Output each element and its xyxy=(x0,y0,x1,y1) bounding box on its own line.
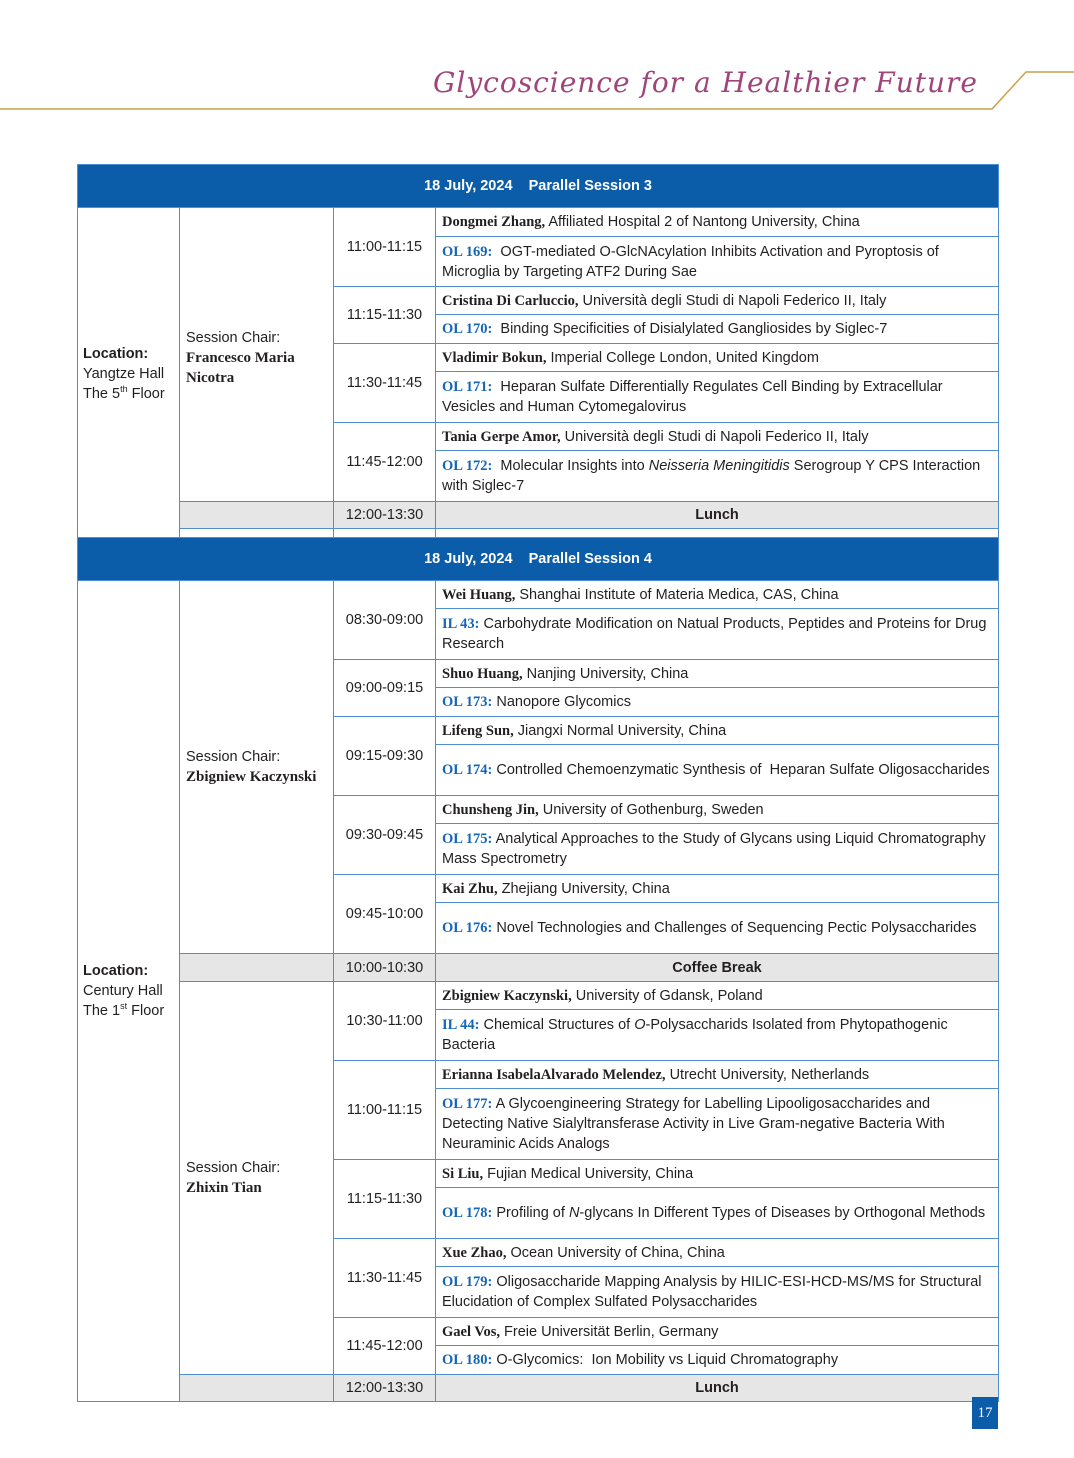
talk-time: 11:30-11:45 xyxy=(334,344,436,423)
coffee-label: Coffee Break xyxy=(436,954,999,982)
coffee-blank xyxy=(180,954,334,982)
lunch-label: Lunch xyxy=(436,502,999,529)
lunch-blank xyxy=(180,1375,334,1402)
page-header-title: Glycoscience for a Healthier Future xyxy=(433,66,978,99)
talk-title: OL 176: Novel Technologies and Challenges of Sequencing Pectic Polysaccharides xyxy=(436,903,999,954)
session-4-chair-2: Session Chair: Zhixin Tian xyxy=(180,982,334,1375)
coffee-time: 10:00-10:30 xyxy=(334,954,436,982)
speaker-line: Dongmei Zhang, Affiliated Hospital 2 of Nantong University, China xyxy=(436,208,999,237)
session-3-location: Location: Yangtze Hall The 5th Floor xyxy=(78,208,180,540)
talk-time: 11:30-11:45 xyxy=(334,1239,436,1318)
session-3-chair: Session Chair: Francesco Maria Nicotra xyxy=(180,208,334,502)
talk-time: 09:30-09:45 xyxy=(334,796,436,875)
talk-title: OL 174: Controlled Chemoenzymatic Synthesis of Heparan Sulfate Oligosaccharides xyxy=(436,745,999,796)
talk-time: 09:00-09:15 xyxy=(334,660,436,717)
speaker-line: Kai Zhu, Zhejiang University, China xyxy=(436,875,999,903)
talk-title: OL 173: Nanopore Glycomics xyxy=(436,688,999,717)
speaker-line: Wei Huang, Shanghai Institute of Materia Medica, CAS, China xyxy=(436,581,999,609)
talk-title: OL 171: Heparan Sulfate Differentially Regulates Cell Binding by Extracellular Vesicles and Human Cytomegalovirus xyxy=(436,372,999,423)
talk-time: 11:00-11:15 xyxy=(334,1061,436,1160)
talk-title: OL 170: Binding Specificities of Disialylated Gangliosides by Siglec-7 xyxy=(436,315,999,344)
speaker-line: Si Liu, Fujian Medical University, China xyxy=(436,1160,999,1188)
speaker-line: Erianna IsabelaAlvarado Melendez, Utrecht University, Netherlands xyxy=(436,1061,999,1089)
talk-time: 11:45-12:00 xyxy=(334,423,436,502)
talk-title: OL 177: A Glycoengineering Strategy for Labelling Lipooligosaccharides and Detecting Native Sialyltransferase Activity in Live Gram-negative Bacteria With Neuraminic Acids Analogs xyxy=(436,1089,999,1160)
session-4-chair-1: Session Chair: Zbigniew Kaczynski xyxy=(180,581,334,954)
talk-time: 10:30-11:00 xyxy=(334,982,436,1061)
page-number: 17 xyxy=(972,1397,998,1429)
speaker-line: Gael Vos, Freie Universität Berlin, Germany xyxy=(436,1318,999,1346)
talk-time: 08:30-09:00 xyxy=(334,581,436,660)
talk-time: 11:15-11:30 xyxy=(334,287,436,344)
talk-title: OL 179: Oligosaccharide Mapping Analysis by HILIC-ESI-HCD-MS/MS for Structural Elucidation of Complex Sulfated Polysaccharides xyxy=(436,1267,999,1318)
session-4-location: Location: Century Hall The 1st Floor xyxy=(78,581,180,1402)
session-3-heading: 18 July, 2024 Parallel Session 3 xyxy=(78,165,999,208)
lunch-time: 12:00-13:30 xyxy=(334,1375,436,1402)
speaker-line: Cristina Di Carluccio, Università degli Studi di Napoli Federico II, Italy xyxy=(436,287,999,315)
talk-title: OL 169: OGT-mediated O-GlcNAcylation Inhibits Activation and Pyroptosis of Microglia by Targeting ATF2 During Sae xyxy=(436,237,999,287)
talk-time: 09:15-09:30 xyxy=(334,717,436,796)
talk-time: 11:45-12:00 xyxy=(334,1318,436,1375)
speaker-line: Vladimir Bokun, Imperial College London, United Kingdom xyxy=(436,344,999,372)
talk-title: OL 175: Analytical Approaches to the Study of Glycans using Liquid Chromatography Mass Spectrometry xyxy=(436,824,999,875)
speaker-line: Zbigniew Kaczynski, University of Gdansk, Poland xyxy=(436,982,999,1010)
talk-time: 11:15-11:30 xyxy=(334,1160,436,1239)
talk-title: OL 178: Profiling of N-glycans In Different Types of Diseases by Orthogonal Methods xyxy=(436,1188,999,1239)
speaker-line: Lifeng Sun, Jiangxi Normal University, China xyxy=(436,717,999,745)
talk-title: OL 180: O-Glycomics: Ion Mobility vs Liquid Chromatography xyxy=(436,1346,999,1375)
speaker-line: Chunsheng Jin, University of Gothenburg, Sweden xyxy=(436,796,999,824)
lunch-blank xyxy=(180,502,334,529)
talk-title: IL 43: Carbohydrate Modification on Natual Products, Peptides and Proteins for Drug Research xyxy=(436,609,999,660)
talk-time: 09:45-10:00 xyxy=(334,875,436,954)
session-4-heading: 18 July, 2024 Parallel Session 4 xyxy=(78,538,999,581)
speaker-line: Xue Zhao, Ocean University of China, China xyxy=(436,1239,999,1267)
talk-title: OL 172: Molecular Insights into Neisseria Meningitidis Serogroup Y CPS Interaction with Siglec-7 xyxy=(436,451,999,502)
talk-title: IL 44: Chemical Structures of O-Polysaccharids Isolated from Phytopathogenic Bacteria xyxy=(436,1010,999,1061)
session-4-table xyxy=(77,537,999,1402)
speaker-line: Shuo Huang, Nanjing University, China xyxy=(436,660,999,688)
talk-time: 11:00-11:15 xyxy=(334,208,436,287)
lunch-label: Lunch xyxy=(436,1375,999,1402)
speaker-line: Tania Gerpe Amor, Università degli Studi di Napoli Federico II, Italy xyxy=(436,423,999,451)
lunch-time: 12:00-13:30 xyxy=(334,502,436,529)
session-3-table xyxy=(77,164,999,540)
